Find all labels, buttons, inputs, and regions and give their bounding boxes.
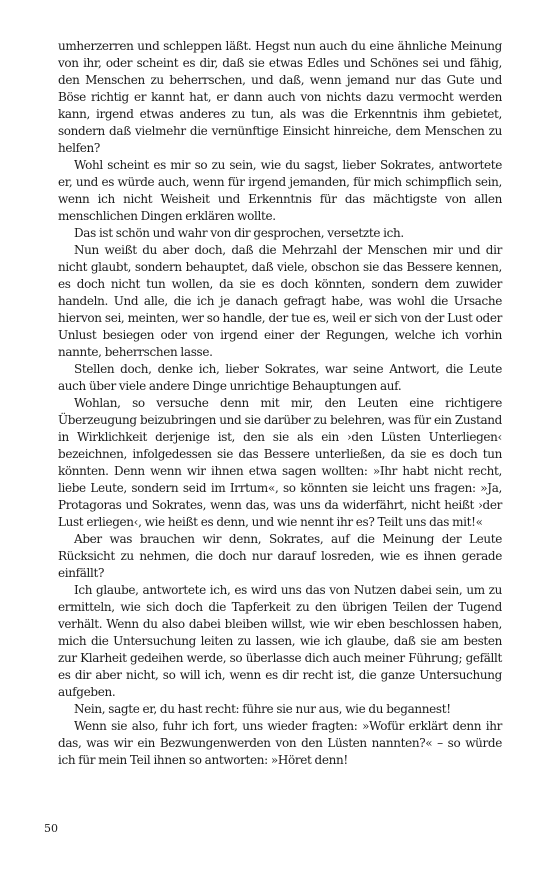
paragraph-9: Nein, sagte er, du hast recht: führe sie nur aus, wie du begannest! xyxy=(74,702,451,716)
paragraph-8: Ich glaube, antwortete ich, es wird uns das von Nutzen dabei sein, um zu ermitteln, wie sich doch die Tapferkeit zu den übrigen Teilen der Tugend verhält. Wenn du also dabei bleiben willst, wie wir eben beschlossen haben, mich die Untersuchung leiten zu lassen, wie ich glaube, daß sie am besten zur Klarheit gedeihen werde, so überlasse dich auch meiner Führung; gefällt es dir aber nicht, so will ich, wenn es dir recht ist, die ganze Untersuchung aufgeben. xyxy=(58,583,502,699)
paragraph-6: Wohlan, so versuche denn mit mir, den Leuten eine richtigere Überzeugung beizubringen und sie darüber zu belehren, was für ein Zustand in Wirklichkeit derjenige ist, den sie als ein ›den Lüsten Unterliegen‹ bezeichnen, infolgedessen sie das Bessere unterließen, da sie es doch tun könnten. Denn wenn wir ihnen etwa sagen wollten: »Ihr habt nicht recht, liebe Leute, sondern seid im Irrtum«, so könnten sie leicht uns fragen: »Ja, Protagoras und Sokrates, wenn das, was uns da widerfährt, nicht heißt ›der Lust erliegen‹, wie heißt es denn, und wie nennt ihr es? Teilt uns das mit!« xyxy=(58,396,502,529)
paragraph-3: Das ist schön und wahr von dir gesprochen, versetzte ich. xyxy=(74,226,404,240)
paragraph-1: umherzerren und schleppen läßt. Hegst nun auch du eine ähnliche Meinung von ihr, oder scheint es dir, daß sie etwas Edles und Schönes sei und fähig, den Menschen zu beherrschen, und daß, wenn jemand nur das Gute und Böse richtig er kannt hat, er dann auch von nichts dazu vermocht werden kann, irgend etwas anderes zu tun, als was die Erkenntnis ihm gebietet, sondern daß vielmehr die vernünftige Einsicht hinreiche, dem Menschen zu helfen? xyxy=(58,39,502,155)
paragraph-2: Wohl scheint es mir so zu sein, wie du sagst, lieber Sokrates, antwortete er, und es würde auch, wenn für irgend jemanden, für mich schimpflich sein, wenn ich nicht Weisheit und Erkenntnis für das mächtigste von allen menschlichen Dingen erklären wollte. xyxy=(58,158,502,223)
page-number: 50 xyxy=(44,822,58,835)
paragraph-7: Aber was brauchen wir denn, Sokrates, auf die Meinung der Leute Rücksicht zu nehmen, die doch nur darauf losreden, wie es ihnen gerade einfällt? xyxy=(58,532,502,580)
paragraph-5: Stellen doch, denke ich, lieber Sokrates, war seine Antwort, die Leute auch über viele andere Dinge unrichtige Behauptungen auf. xyxy=(58,362,502,393)
paragraph-4: Nun weißt du aber doch, daß die Mehrzahl der Menschen mir und dir nicht glaubt, sondern behauptet, daß viele, obschon sie das Bessere kennen, es doch nicht tun wollen, da sie es doch könnten, sondern dem zuwider handeln. Und alle, die ich je danach gefragt habe, was wohl die Ursache hiervon sei, meinten, wer so handle, der tue es, weil er sich von der Lust oder Unlust besiegen oder von irgend einer der Regungen, welche ich vorhin nannte, beherrschen lasse. xyxy=(58,243,502,359)
body-text xyxy=(58,38,502,769)
paragraph-10: Wenn sie also, fuhr ich fort, uns wieder fragten: »Wofür erklärt denn ihr das, was wir ein Bezwungenwerden von den Lüsten nannten?« – so würde ich für mein Teil ihnen so antworten: »Höret denn! xyxy=(58,719,502,767)
